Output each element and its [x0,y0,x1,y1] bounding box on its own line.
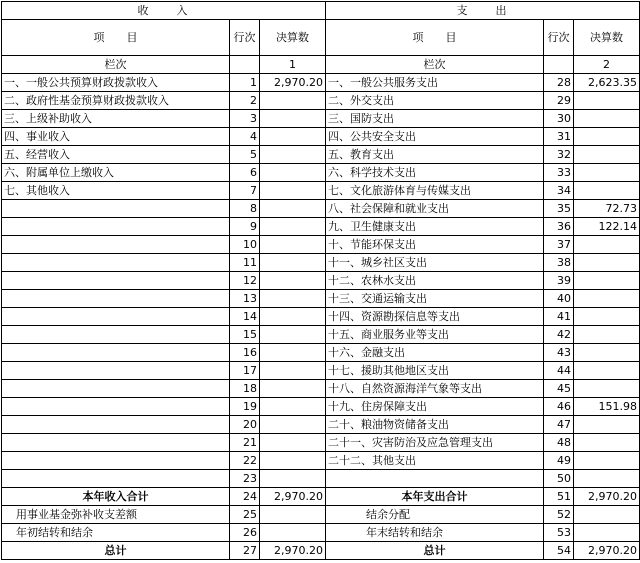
expense-line-no-cell: 43 [544,344,574,362]
expense-end-label: 年末结转和结余 [326,524,544,542]
table-row [2,182,640,200]
header-row [2,20,640,56]
expense-amount-cell [574,110,640,128]
income-line-no-cell: 10 [230,236,260,254]
table-row [2,308,640,326]
expense-line-no-cell: 45 [544,380,574,398]
table-row [2,362,640,380]
expense-line-no-cell: 39 [544,272,574,290]
expense-line-no-cell: 41 [544,308,574,326]
expense-column-index: 2 [574,56,640,74]
income-item-header: 项 目 [2,20,230,56]
income-line-no-cell: 18 [230,380,260,398]
income-amount-cell [260,362,326,380]
expense-line-no-cell: 32 [544,146,574,164]
expense-line-no-cell: 31 [544,128,574,146]
expense-amount-cell [574,362,640,380]
financial-statement-table [1,1,640,560]
income-amount-cell [260,254,326,272]
expense-year-total-label: 本年支出合计 [326,488,544,506]
income-line-no-cell: 7 [230,182,260,200]
table-row [2,344,640,362]
expense-amount-cell [574,254,640,272]
income-item-cell [2,398,230,416]
income-column-blank [230,56,260,74]
income-item-cell [2,416,230,434]
income-line-no-cell: 16 [230,344,260,362]
expense-item-cell: 二、外交支出 [326,92,544,110]
expense-item-cell: 十、节能环保支出 [326,236,544,254]
table-row [2,254,640,272]
income-item-cell [2,254,230,272]
income-item-cell [2,344,230,362]
income-item-cell [2,326,230,344]
income-item-cell [2,218,230,236]
table-row [2,452,640,470]
table-row [2,434,640,452]
expense-section-title: 支 出 [326,2,640,20]
income-amount-cell [260,290,326,308]
income-item-cell [2,380,230,398]
table-row [2,92,640,110]
expense-line-no-cell: 29 [544,92,574,110]
expense-line-no-cell: 49 [544,452,574,470]
income-line-no-cell: 12 [230,272,260,290]
expense-amount-cell [574,470,640,488]
expense-amount-cell [574,452,640,470]
table-row [2,200,640,218]
income-item-cell: 二、政府性基金预算财政拨款收入 [2,92,230,110]
income-begin-label: 年初结转和结余 [2,524,230,542]
income-fund-amount [260,506,326,524]
expense-grand-total-no: 54 [544,542,574,560]
table-row [2,164,640,182]
expense-amount-cell [574,128,640,146]
expense-dist-no: 52 [544,506,574,524]
expense-item-cell: 二十一、灾害防治及应急管理支出 [326,434,544,452]
expense-item-cell: 十七、援助其他地区支出 [326,362,544,380]
expense-line-no-cell: 28 [544,74,574,92]
expense-line-no-cell: 38 [544,254,574,272]
expense-line-no-cell: 35 [544,200,574,218]
income-line-no-cell: 19 [230,398,260,416]
income-line-no-cell: 23 [230,470,260,488]
income-line-no-cell: 14 [230,308,260,326]
income-amount-cell [260,272,326,290]
section-row [2,2,640,20]
expense-amount-cell [574,380,640,398]
expense-column-blank [544,56,574,74]
income-item-cell: 三、上级补助收入 [2,110,230,128]
expense-item-cell: 十五、商业服务业等支出 [326,326,544,344]
carryover-row [2,524,640,542]
expense-item-cell: 六、科学技术支出 [326,164,544,182]
expense-item-cell: 一、一般公共服务支出 [326,74,544,92]
expense-column-label: 栏次 [326,56,544,74]
grand-total-row [2,542,640,560]
expense-dist-amount [574,506,640,524]
income-amount-cell [260,470,326,488]
expense-item-cell: 十六、金融支出 [326,344,544,362]
income-amount-cell [260,218,326,236]
expense-amount-cell [574,434,640,452]
total-year-row [2,488,640,506]
income-line-no-cell: 21 [230,434,260,452]
income-amount-cell [260,308,326,326]
expense-amount-cell [574,290,640,308]
income-year-total-no: 24 [230,488,260,506]
expense-item-cell: 八、社会保障和就业支出 [326,200,544,218]
income-line-no-cell: 1 [230,74,260,92]
income-line-no-cell: 6 [230,164,260,182]
expense-amount-cell [574,236,640,254]
income-line-no-cell: 2 [230,92,260,110]
expense-amount-cell: 72.73 [574,200,640,218]
income-amount-cell [260,398,326,416]
income-line-no-cell: 13 [230,290,260,308]
income-item-cell [2,272,230,290]
income-amount-header: 决算数 [260,20,326,56]
expense-line-no-cell: 30 [544,110,574,128]
expense-item-cell [326,470,544,488]
expense-item-cell: 四、公共安全支出 [326,128,544,146]
expense-line-no-cell: 47 [544,416,574,434]
income-grand-total-amount: 2,970.20 [260,542,326,560]
expense-line-no-cell: 37 [544,236,574,254]
income-amount-cell: 2,970.20 [260,74,326,92]
expense-item-cell: 十一、城乡社区支出 [326,254,544,272]
income-line-no-cell: 20 [230,416,260,434]
income-year-total-label: 本年收入合计 [2,488,230,506]
income-line-no-cell: 17 [230,362,260,380]
expense-line-no-cell: 40 [544,290,574,308]
expense-amount-cell [574,326,640,344]
income-item-cell [2,470,230,488]
income-item-cell [2,434,230,452]
income-item-cell: 四、事业收入 [2,128,230,146]
income-begin-no: 26 [230,524,260,542]
income-item-cell: 五、经营收入 [2,146,230,164]
income-amount-cell [260,128,326,146]
expense-line-no-cell: 36 [544,218,574,236]
expense-amount-cell [574,182,640,200]
income-line-no-cell: 15 [230,326,260,344]
income-fund-label: 用事业基金弥补收支差额 [2,506,230,524]
income-line-no-cell: 4 [230,128,260,146]
income-line-no-header: 行次 [230,20,260,56]
income-item-cell: 一、一般公共预算财政拨款收入 [2,74,230,92]
expense-amount-cell [574,272,640,290]
expense-item-cell: 十八、自然资源海洋气象等支出 [326,380,544,398]
expense-line-no-cell: 33 [544,164,574,182]
expense-item-cell: 十二、农林水支出 [326,272,544,290]
income-amount-cell [260,380,326,398]
table-row [2,218,640,236]
income-amount-cell [260,164,326,182]
expense-amount-cell [574,416,640,434]
income-amount-cell [260,434,326,452]
income-line-no-cell: 22 [230,452,260,470]
column-index-row [2,56,640,74]
expense-item-header: 项 目 [326,20,544,56]
income-amount-cell [260,200,326,218]
expense-line-no-cell: 44 [544,362,574,380]
expense-item-cell: 三、国防支出 [326,110,544,128]
table-row [2,74,640,92]
expense-item-cell: 十三、交通运输支出 [326,290,544,308]
expense-line-no-header: 行次 [544,20,574,56]
table-row [2,416,640,434]
expense-amount-cell [574,344,640,362]
income-item-cell [2,452,230,470]
income-amount-cell [260,452,326,470]
expense-line-no-cell: 50 [544,470,574,488]
income-amount-cell [260,92,326,110]
expense-amount-header: 决算数 [574,20,640,56]
table-row [2,272,640,290]
expense-amount-cell [574,92,640,110]
table-row [2,326,640,344]
income-item-cell: 七、其他收入 [2,182,230,200]
income-amount-cell [260,110,326,128]
income-section-title: 收 入 [2,2,326,20]
income-column-label: 栏次 [2,56,230,74]
expense-amount-cell [574,146,640,164]
income-column-index: 1 [260,56,326,74]
expense-line-no-cell: 34 [544,182,574,200]
expense-item-cell: 七、文化旅游体育与传媒支出 [326,182,544,200]
expense-grand-total-label: 总计 [326,542,544,560]
income-amount-cell [260,146,326,164]
income-line-no-cell: 8 [230,200,260,218]
income-line-no-cell: 9 [230,218,260,236]
income-amount-cell [260,344,326,362]
income-line-no-cell: 5 [230,146,260,164]
fund-row [2,506,640,524]
table-row [2,146,640,164]
expense-year-total-amount: 2,970.20 [574,488,640,506]
expense-item-cell: 二十二、其他支出 [326,452,544,470]
expense-line-no-cell: 48 [544,434,574,452]
expense-item-cell: 十九、住房保障支出 [326,398,544,416]
income-item-cell: 六、附属单位上缴收入 [2,164,230,182]
income-grand-total-no: 27 [230,542,260,560]
expense-amount-cell: 151.98 [574,398,640,416]
income-item-cell [2,236,230,254]
income-line-no-cell: 3 [230,110,260,128]
expense-end-no: 53 [544,524,574,542]
expense-amount-cell: 2,623.35 [574,74,640,92]
expense-item-cell: 五、教育支出 [326,146,544,164]
income-item-cell [2,290,230,308]
income-amount-cell [260,326,326,344]
table-row [2,380,640,398]
table-row [2,236,640,254]
table-row [2,470,640,488]
income-begin-amount [260,524,326,542]
expense-line-no-cell: 46 [544,398,574,416]
income-amount-cell [260,182,326,200]
table-row [2,398,640,416]
table-row [2,290,640,308]
expense-line-no-cell: 42 [544,326,574,344]
expense-year-total-no: 51 [544,488,574,506]
income-fund-no: 25 [230,506,260,524]
income-amount-cell [260,416,326,434]
income-amount-cell [260,236,326,254]
expense-end-amount [574,524,640,542]
income-line-no-cell: 11 [230,254,260,272]
income-item-cell [2,308,230,326]
table-row [2,128,640,146]
income-item-cell [2,362,230,380]
expense-grand-total-amount: 2,970.20 [574,542,640,560]
income-year-total-amount: 2,970.20 [260,488,326,506]
expense-amount-cell [574,164,640,182]
expense-item-cell: 十四、资源勘探信息等支出 [326,308,544,326]
expense-item-cell: 二十、粮油物资储备支出 [326,416,544,434]
expense-amount-cell [574,308,640,326]
table-row [2,110,640,128]
income-grand-total-label: 总计 [2,542,230,560]
income-item-cell [2,200,230,218]
expense-dist-label: 结余分配 [326,506,544,524]
expense-item-cell: 九、卫生健康支出 [326,218,544,236]
expense-amount-cell: 122.14 [574,218,640,236]
